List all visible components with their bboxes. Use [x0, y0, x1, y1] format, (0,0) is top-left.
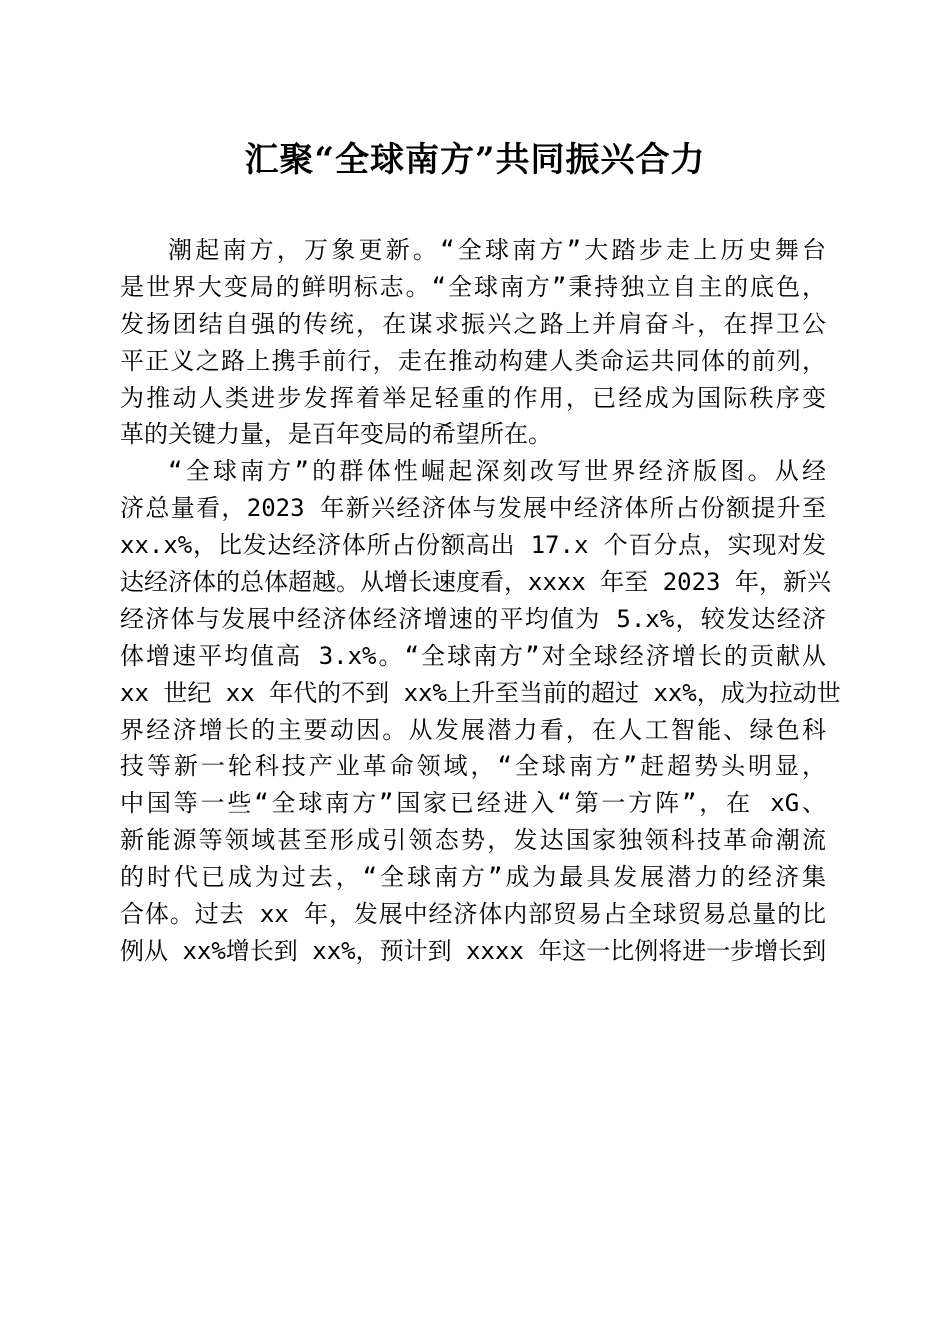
paragraph-line: 革的关键力量，是百年变局的希望所在。 — [120, 420, 552, 449]
paragraph-line: 技等新一轮科技产业革命领域，“全球南方”赶超势头明显， — [120, 752, 826, 781]
paragraph-line: xx 世纪 xx 年代的不到 xx%上升至当前的超过 xx%，成为拉动世 — [120, 678, 841, 707]
paragraph-line: 的时代已成为过去，“全球南方”成为最具发展潜力的经济集 — [120, 863, 826, 892]
paragraph-line: 济总量看，2023 年新兴经济体与发展中经济体所占份额提升至 — [120, 494, 826, 523]
paragraph-line: 经济体与发展中经济体经济增速的平均值为 5.x%，较发达经济 — [120, 604, 826, 633]
paragraph-line: xx.x%，比发达经济体所占份额高出 17.x 个百分点，实现对发 — [120, 531, 826, 560]
paragraph-line: “全球南方”的群体性崛起深刻改写世界经济版图。从经 — [168, 457, 826, 486]
paragraph-line: 达经济体的总体超越。从增长速度看，xxxx 年至 2023 年，新兴 — [120, 568, 831, 597]
paragraph-line: 为推动人类进步发挥着举足轻重的作用，已经成为国际秩序变 — [120, 383, 826, 412]
paragraph-line: 合体。过去 xx 年，发展中经济体内部贸易占全球贸易总量的比 — [120, 900, 826, 929]
paragraph-1 — [120, 232, 826, 453]
paragraph-line: 发扬团结自强的传统，在谋求振兴之路上并肩奋斗，在捍卫公 — [120, 309, 826, 338]
document-body — [120, 232, 841, 970]
paragraph-line: 体增速平均值高 3.x%。“全球南方”对全球经济增长的贡献从 — [120, 641, 826, 670]
paragraph-line: 潮起南方，万象更新。“全球南方”大踏步走上历史舞台 — [168, 236, 826, 264]
document-title: 汇聚“全球南方”共同振兴合力 — [244, 140, 706, 180]
paragraph-line: 是世界大变局的鲜明标志。“全球南方”秉持独立自主的底色， — [120, 272, 826, 301]
paragraph-line: 平正义之路上携手前行，走在推动构建人类命运共同体的前列， — [120, 346, 826, 375]
paragraph-2 — [120, 453, 841, 969]
paragraph-line: 界经济增长的主要动因。从发展潜力看，在人工智能、绿色科 — [120, 715, 826, 744]
paragraph-line: 新能源等领域甚至形成引领态势，发达国家独领科技革命潮流 — [120, 826, 826, 855]
paragraph-line: 中国等一些“全球南方”国家已经进入“第一方阵”，在 xG、 — [120, 789, 826, 818]
paragraph-line: 例从 xx%增长到 xx%，预计到 xxxx 年这一比例将进一步增长到 — [120, 936, 827, 965]
